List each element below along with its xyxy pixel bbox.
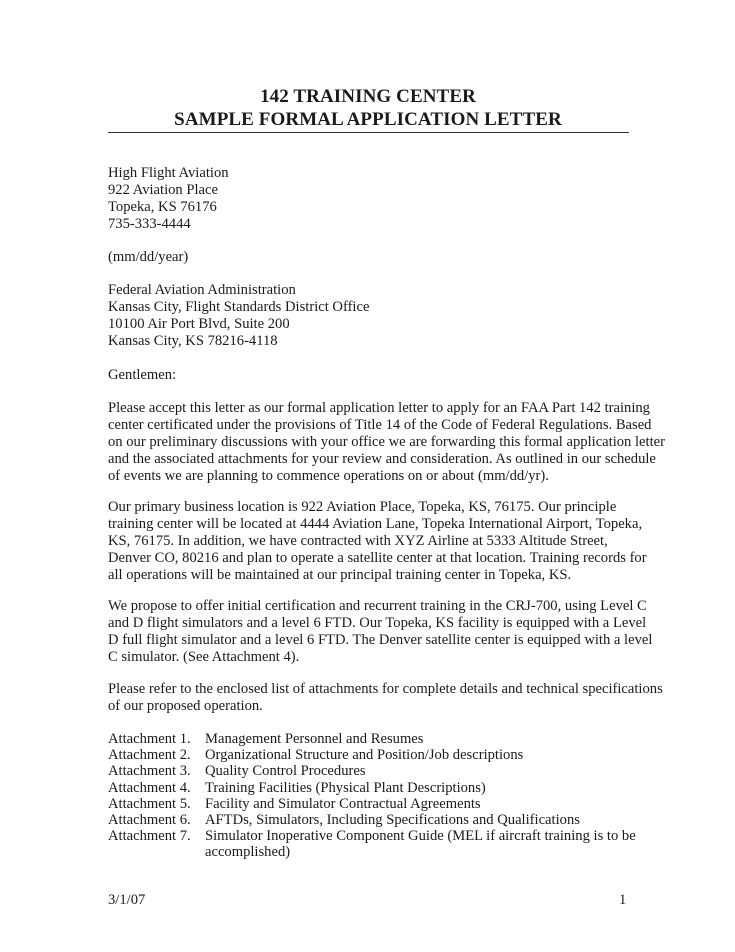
paragraph-line: center certificated under the provisions of Title 14 of the Code of Federal Regulations. Based <box>108 416 652 433</box>
page-number: 1 <box>619 892 627 908</box>
sender-name: High Flight Aviation <box>108 165 229 181</box>
attachment-item <box>108 812 628 828</box>
date-line <box>108 249 628 266</box>
letter-date: (mm/dd/year) <box>108 249 189 265</box>
attachment-title: Training Facilities (Physical Plant Descriptions) <box>205 779 486 796</box>
attachment-title: AFTDs, Simulators, Including Specifications and Qualifications <box>205 811 580 828</box>
attachment-title: Organizational Structure and Position/Job descriptions <box>205 747 524 764</box>
title-line-1: 142 TRAINING CENTER <box>260 86 476 107</box>
paragraph-line: Please refer to the enclosed list of attachments for complete details and technical specifications <box>108 681 663 697</box>
paragraph-line: Please accept this letter as our formal application letter to apply for an FAA Part 142 training <box>108 400 650 416</box>
paragraph-line: of our proposed operation. <box>108 697 263 714</box>
attachment-title-continued: accomplished) <box>205 844 291 861</box>
paragraph-1 <box>108 400 665 485</box>
attachment-list <box>108 731 636 861</box>
title-line-2: SAMPLE FORMAL APPLICATION LETTER <box>174 109 562 130</box>
attachment-item <box>108 731 628 747</box>
sender-city: Topeka, KS 76176 <box>108 198 217 215</box>
attachment-label: Attachment 6. <box>108 811 191 828</box>
attachment-title: Facility and Simulator Contractual Agreements <box>205 795 481 812</box>
title-underline <box>108 132 629 133</box>
salutation-text: Gentlemen: <box>108 367 177 383</box>
recipient-office: Kansas City, Flight Standards District Office <box>108 298 370 315</box>
paragraph-line: and D flight simulators and a level 6 FTD. Our Topeka, KS facility is equipped with a Level <box>108 614 647 631</box>
paragraph-line: Denver CO, 80216 and plan to operate a satellite center at that location. Training records for <box>108 549 647 566</box>
attachment-label: Attachment 5. <box>108 795 191 812</box>
attachment-item <box>108 780 628 796</box>
recipient-city: Kansas City, KS 78216-4118 <box>108 332 278 349</box>
attachment-item <box>108 828 636 861</box>
paragraph-line: training center will be located at 4444 Aviation Lane, Topeka International Airport, Topeka, <box>108 515 643 532</box>
attachment-item <box>108 796 628 812</box>
paragraph-line: We propose to offer initial certification and recurrent training in the CRJ-700, using Level C <box>108 598 647 614</box>
attachment-label: Attachment 2. <box>108 747 191 764</box>
paragraph-2 <box>108 499 647 584</box>
paragraph-3 <box>108 598 653 666</box>
paragraph-line: C simulator. (See Attachment 4). <box>108 648 300 665</box>
attachment-label: Attachment 1. <box>108 731 191 747</box>
attachment-title: Management Personnel and Resumes <box>205 731 424 747</box>
sender-phone: 735-333-4444 <box>108 215 191 232</box>
paragraph-line: of events we are planning to commence operations on or about (mm/dd/yr). <box>108 467 549 484</box>
attachment-title: Quality Control Procedures <box>205 763 366 780</box>
attachment-title: Simulator Inoperative Component Guide (MEL if aircraft training is to be <box>205 828 636 845</box>
paragraph-4 <box>108 681 663 715</box>
recipient-org: Federal Aviation Administration <box>108 282 296 298</box>
salutation <box>108 367 628 384</box>
attachment-item <box>108 763 628 779</box>
paragraph-line: and the associated attachments for your review and consideration. As outlined in our schedule <box>108 450 656 467</box>
paragraph-line: D full flight simulator and a level 6 FTD. The Denver satellite center is equipped with a level <box>108 631 653 648</box>
attachment-label: Attachment 4. <box>108 779 191 796</box>
paragraph-line: on our preliminary discussions with your office we are forwarding this formal application letter <box>108 433 665 450</box>
attachment-label: Attachment 3. <box>108 763 191 780</box>
attachment-label: Attachment 7. <box>108 828 191 845</box>
recipient-address <box>108 282 628 350</box>
sender-address <box>108 165 628 233</box>
footer-date: 3/1/07 <box>108 892 146 908</box>
recipient-street: 10100 Air Port Blvd, Suite 200 <box>108 315 290 332</box>
paragraph-line: all operations will be maintained at our principal training center in Topeka, KS. <box>108 566 572 583</box>
paragraph-line: KS, 76175. In addition, we have contracted with XYZ Airline at 5333 Altitude Street, <box>108 532 608 549</box>
attachment-item <box>108 747 628 763</box>
sender-street: 922 Aviation Place <box>108 181 218 198</box>
paragraph-line: Our primary business location is 922 Aviation Place, Topeka, KS, 76175. Our principle <box>108 499 617 515</box>
